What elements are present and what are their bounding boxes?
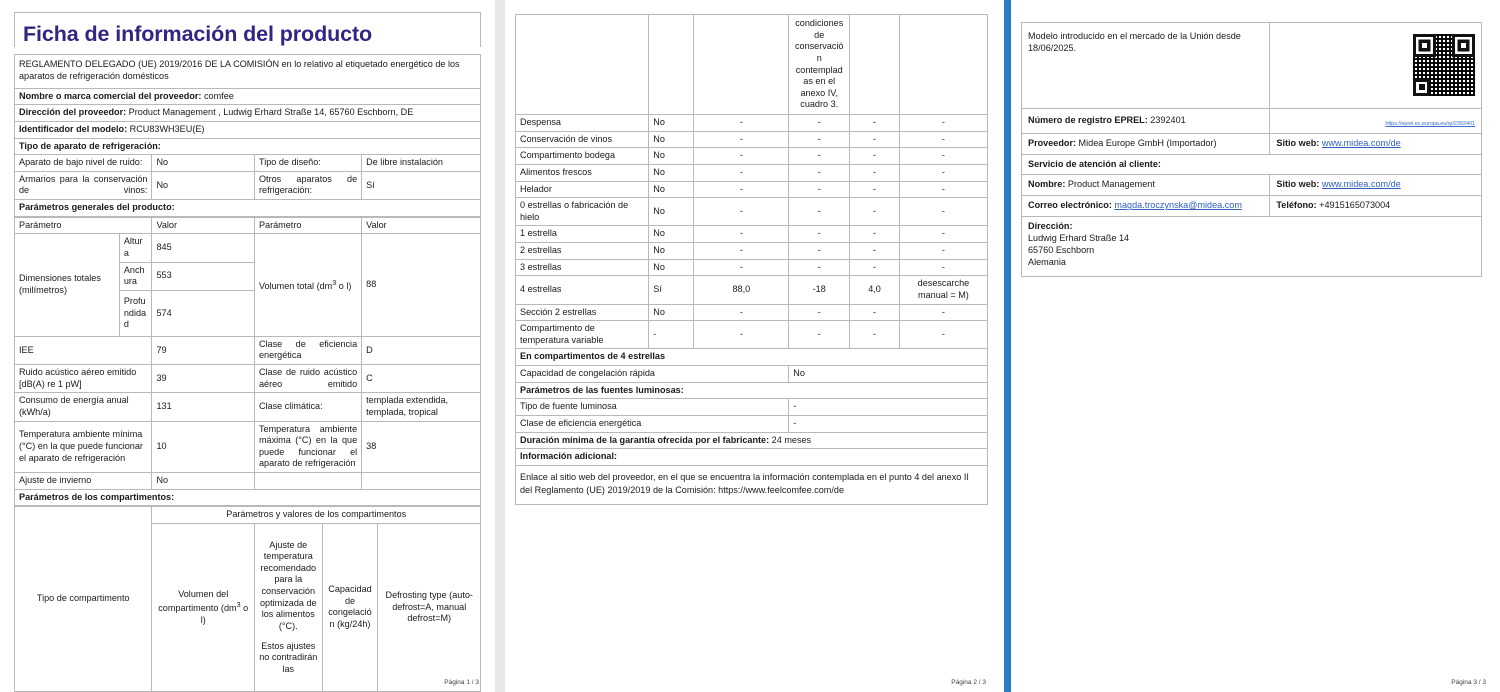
supplier-address-value: Product Management , Ludwig Erhard Straße 14, 65760 Eschborn, DE [128,107,414,118]
width-value: 553 [152,262,255,290]
table-row-compartment-values-header [15,507,481,524]
document-page-2 [505,0,1004,692]
fast-freeze-label: Capacidad de congelación rápida [516,366,789,383]
light-type-label: Tipo de fuente luminosa [516,399,789,416]
compartment-header-table [14,506,481,692]
col-freezing-capacity: Capacidad de congelación (kg/24h) [322,523,378,691]
design-type-value: De libre instalación [362,155,481,172]
compartment-temp: -18 [789,276,850,304]
table-row [516,259,988,276]
fast-freeze-value: No [789,366,988,383]
warranty-value: 24 meses [771,434,812,445]
document-page-1 [0,0,495,692]
compartment-present: No [649,131,694,148]
title-box [14,12,481,47]
compartment-volume: - [694,243,789,260]
compartment-volume: - [694,181,789,198]
service-website-label: Sitio web: [1276,179,1320,190]
compartment-volume: - [694,131,789,148]
compartment-temp: - [789,115,850,132]
supplier-cell [1022,133,1270,154]
table-row-eprel [1022,109,1482,134]
col-compartment-volume: Volumen del compartimento ($dm^3$ o l) [152,523,255,691]
compartment-defrost: - [899,226,987,243]
page-footer-1: Página 1 / 3 [444,679,479,686]
compartment-present: - [649,321,694,349]
appliance-type-header: Tipo de aparato de refrigeración: [15,138,481,155]
model-id-cell [15,121,481,138]
page-selection-divider [1004,0,1011,692]
compartment-temp: - [789,243,850,260]
col-param-1: Parámetro [15,217,152,234]
eprel-value: 2392401 [1150,115,1186,125]
compartment-name: Compartimento de temperatura variable [516,321,649,349]
winter-setting-label: Ajuste de invierno [15,473,152,490]
table-row-warranty [516,432,988,449]
phone-cell [1270,196,1482,217]
winter-setting-value: No [152,473,255,490]
table-row-light-type [516,399,988,416]
email-link[interactable]: magda.troczynska@midea.com [1114,200,1242,211]
page-gap [495,0,505,692]
compartment-freeze: - [850,131,900,148]
compartment-present: No [649,243,694,260]
table-row-additional-info-header [516,449,988,466]
table-row-model-id [15,121,481,138]
warranty-cell [516,432,988,449]
compartment-temp: - [789,181,850,198]
compartment-defrost: - [899,148,987,165]
compartment-rows-body [516,115,988,349]
low-noise-value: No [152,155,255,172]
compartment-name: Alimentos frescos [516,164,649,181]
eei-label: IEE [15,336,152,364]
table-row [516,181,988,198]
compartment-present: No [649,304,694,321]
compartment-present: No [649,148,694,165]
light-source-header: Parámetros de las fuentes luminosas: [516,382,988,399]
compartment-present: No [649,164,694,181]
four-star-header: En compartimentos de 4 estrellas [516,349,988,366]
phone-value: +4915165073004 [1319,200,1391,211]
compartment-name: 1 estrella [516,226,649,243]
compartment-name: Conservación de vinos [516,131,649,148]
customer-service-header: Servicio de atención al cliente: [1022,154,1482,175]
supplier-address-label: Dirección del proveedor: [19,107,127,118]
model-id-value: RCU83WH3EU(E) [129,123,205,134]
col-param-2: Parámetro [254,217,361,234]
market-intro-cell [1022,23,1270,109]
winter-empty-2 [362,473,481,490]
compartment-defrost: - [899,321,987,349]
compartment-temp: - [789,148,850,165]
compartment-temp: - [789,321,850,349]
height-label: Altura [119,234,152,262]
compartment-name: Despensa [516,115,649,132]
qr-url-link[interactable]: https://eprel.ec.europa.eu/qr/2392401 [1385,121,1475,127]
total-volume-label: Volumen total ($dm^3$ o l) [254,234,361,337]
climate-class-value: templada extendida, templada, tropical [362,393,481,421]
noise-label: Ruido acústico aéreo emitido [dB(A) re 1 pW] [15,365,152,393]
compartment-present: Sí [649,276,694,304]
compartment-temp: - [789,131,850,148]
compartment-volume: - [694,321,789,349]
qr-url-cell [1270,109,1482,134]
table-row [516,321,988,349]
table-row-wine-storage [15,171,481,199]
wine-storage-value: No [152,171,255,199]
depth-value: 574 [152,290,255,336]
max-temp-value: 38 [362,421,481,473]
compartment-defrost: desescarche manual = M) [899,276,987,304]
table-row-compartment-params-header [15,489,481,506]
energy-consumption-value: 131 [152,393,255,421]
table-row-header-continued [516,15,988,115]
table-row-appliance-type-header [15,138,481,155]
compartment-name: 3 estrellas [516,259,649,276]
compartment-temp: - [789,198,850,226]
general-params-header: Parámetros generales del producto: [15,200,481,217]
compartment-name: Helador [516,181,649,198]
compartment-volume: - [694,304,789,321]
compartment-name: Compartimento bodega [516,148,649,165]
compartment-name: 2 estrellas [516,243,649,260]
light-class-value: - [789,415,988,432]
height-value: 845 [152,234,255,262]
compartment-volume: 88,0 [694,276,789,304]
compartment-freeze: - [850,148,900,165]
energy-class-label: Clase de eficiencia energética [254,336,361,364]
col-value-1: Valor [152,217,255,234]
table-row-address [1022,217,1482,277]
table-row-additional-info [516,465,988,504]
compartment-defrost: - [899,131,987,148]
website-link[interactable]: www.midea.com/de [1321,137,1401,148]
winter-empty-1 [254,473,361,490]
document-page-3 [1011,0,1500,692]
climate-class-label: Clase climática: [254,393,361,421]
compartment-defrost: - [899,259,987,276]
name-value: Product Management [1067,179,1155,190]
warranty-label: Duración mínima de la garantía ofrecida por el fabricante: [520,434,770,445]
table-row [516,198,988,226]
supplier-address-cell [15,105,481,122]
compartment-freeze: - [850,115,900,132]
compartment-volume: - [694,148,789,165]
compartment-defrost: - [899,164,987,181]
supplier-label: Proveedor: [1028,137,1077,148]
table-row [516,226,988,243]
table-header-row [15,217,481,234]
email-cell [1022,196,1270,217]
col-defrosting-type: Defrosting type (auto-defrost=A, manual defrost=M) [378,523,481,691]
col-compartment-type: Tipo de compartimento [15,507,152,692]
compartment-name: 4 estrellas [516,276,649,304]
table-row-ambient-temps [15,421,481,473]
model-id-label: Identificador del modelo: [19,123,128,134]
compartment-present: No [649,259,694,276]
header-blank-1 [516,15,649,115]
additional-info-url: https://www.feelcomfee.com/de [718,484,845,495]
qr-code-cell [1270,23,1482,109]
energy-class-value: D [362,336,481,364]
depth-label: Profundidad [119,290,152,336]
market-intro-text: Modelo introducido en el mercado de la Unión desde 18/06/2025. [1028,31,1241,53]
website-label: Sitio web: [1276,137,1320,148]
address-line-1: Ludwig Erhard Straße 14 [1028,232,1130,243]
col-value-2: Valor [362,217,481,234]
table-row [516,131,988,148]
compartment-defrost: - [899,198,987,226]
table-row-noise [15,365,481,393]
light-class-label: Clase de eficiencia energética [516,415,789,432]
table-row-four-star-header [516,349,988,366]
additional-info-cell [516,465,988,504]
max-temp-label: Temperatura ambiente máxima (°C) en la que puede funcionar el aparato de refrigeración [254,421,361,473]
qr-code-icon[interactable] [1413,34,1475,96]
address-label: Dirección: [1028,221,1073,232]
compartment-defrost: - [899,243,987,260]
table-row-service-contact [1022,196,1482,217]
eprel-label: Número de registro EPREL: [1028,115,1148,125]
compartment-present: No [649,226,694,243]
address-line-3: Alemania [1028,256,1066,267]
header-continued-text: condiciones de conservación contempladas en el anexo IV, cuadro 3. [789,15,850,115]
compartment-freeze: - [850,243,900,260]
noise-value: 39 [152,365,255,393]
light-type-value: - [789,399,988,416]
table-row [516,164,988,181]
regulation-intro: REGLAMENTO DELEGADO (UE) 2019/2016 DE LA COMISIÓN en lo relativo al etiquetado energético de los aparatos de refrigeración domésticos [14,54,481,88]
page-title: Ficha de información del producto [23,22,373,46]
table-row-supplier [1022,133,1482,154]
table-row-light-class [516,415,988,432]
table-row [516,243,988,260]
total-volume-value: 88 [362,234,481,337]
table-row-height [15,234,481,262]
page-footer-3: Página 3 / 3 [1451,679,1486,686]
header-blank-2 [649,15,694,115]
compartment-defrost: - [899,115,987,132]
compartment-name: 0 estrellas o fabricación de hielo [516,198,649,226]
supplier-brand-cell [15,88,481,105]
address-cell [1022,217,1482,277]
dimensions-label: Dimensiones totales (milímetros) [15,234,120,337]
compartment-freeze: 4,0 [850,276,900,304]
col-temp-setting-line1: Ajuste de temperatura recomendado para la conservación optimizada de los alimentos (°C). [259,539,317,631]
compartment-volume: - [694,226,789,243]
table-row [516,276,988,304]
supplier-contact-table [1021,22,1482,277]
col-temp-setting [254,523,322,691]
compartment-freeze: - [850,259,900,276]
additional-info-text: Enlace al sitio web del proveedor, en el que se encuentra la información contemplada en el punto 4 del anexo II del Reglamento (UE) 2019/2019 de la Comisión: [520,471,969,495]
page-footer-2: Página 2 / 3 [951,679,986,686]
table-row-winter-setting [15,473,481,490]
compartment-params-header: Parámetros de los compartimentos: [15,489,481,506]
min-temp-value: 10 [152,421,255,473]
table-row-energy-consumption [15,393,481,421]
table-row-low-noise [15,155,481,172]
table-row-general-params-header [15,200,481,217]
compartment-temp: - [789,304,850,321]
compartment-freeze: - [850,226,900,243]
noise-class-label: Clase de ruido acústico aéreo emitido [254,365,361,393]
header-blank-4 [850,15,900,115]
compartment-temp: - [789,259,850,276]
header-blank-3 [694,15,789,115]
table-row-market-intro [1022,23,1482,109]
compartment-data-table [515,14,988,505]
phone-label: Teléfono: [1276,200,1317,211]
additional-info-header: Información adicional: [516,449,988,466]
compartment-present: No [649,181,694,198]
compartment-temp: - [789,226,850,243]
header-blank-5 [899,15,987,115]
other-appliances-value: Sí [362,171,481,199]
energy-consumption-label: Consumo de energía anual (kWh/a) [15,393,152,421]
general-parameters-table [14,217,481,507]
website-cell [1270,133,1482,154]
col-temp-setting-line2: Estos ajustes no contradirán las [259,640,318,674]
other-appliances-label: Otros aparatos de refrigeración: [254,171,361,199]
table-row-customer-service-header [1022,154,1482,175]
compartment-name: Sección 2 estrellas [516,304,649,321]
compartment-volume: - [694,164,789,181]
compartment-volume: - [694,259,789,276]
design-type-label: Tipo de diseño: [254,155,361,172]
min-temp-label: Temperatura ambiente mínima (°C) en la que puede funcionar el aparato de refrigeración [15,421,152,473]
table-row [516,115,988,132]
eei-value: 79 [152,336,255,364]
table-row-service-name [1022,175,1482,196]
supplier-brand-value: comfee [203,90,234,101]
compartment-volume: - [694,198,789,226]
compartment-present: No [649,115,694,132]
supplier-value: Midea Europe GmbH (Importador) [1078,137,1217,148]
width-label: Anchura [119,262,152,290]
address-line-2: 65760 Eschborn [1028,244,1095,255]
table-row-supplier-address [15,105,481,122]
compartment-freeze: - [850,181,900,198]
product-info-table [14,88,481,217]
compartment-freeze: - [850,304,900,321]
compartment-defrost: - [899,181,987,198]
low-noise-label: Aparato de bajo nivel de ruido: [15,155,152,172]
compartment-defrost: - [899,304,987,321]
table-row-supplier-brand [15,88,481,105]
table-row [516,304,988,321]
name-label: Nombre: [1028,179,1066,190]
wine-storage-label: Armarios para la conservación de vinos: [15,171,152,199]
noise-class-value: C [362,365,481,393]
eprel-cell [1022,109,1270,134]
email-label: Correo electrónico: [1028,200,1112,211]
supplier-brand-label: Nombre o marca comercial del proveedor: [19,90,202,101]
compartment-freeze: - [850,198,900,226]
table-row-eei [15,336,481,364]
service-website-link[interactable]: www.midea.com/de [1321,179,1401,190]
table-row-fast-freeze [516,366,988,383]
name-cell [1022,175,1270,196]
compartment-volume: - [694,115,789,132]
compartment-temp: - [789,164,850,181]
table-row-light-source-header [516,382,988,399]
service-website-cell [1270,175,1482,196]
compartment-present: No [649,198,694,226]
compartment-freeze: - [850,321,900,349]
compartment-values-header: Parámetros y valores de los compartimentos [152,507,481,524]
compartment-freeze: - [850,164,900,181]
table-row [516,148,988,165]
